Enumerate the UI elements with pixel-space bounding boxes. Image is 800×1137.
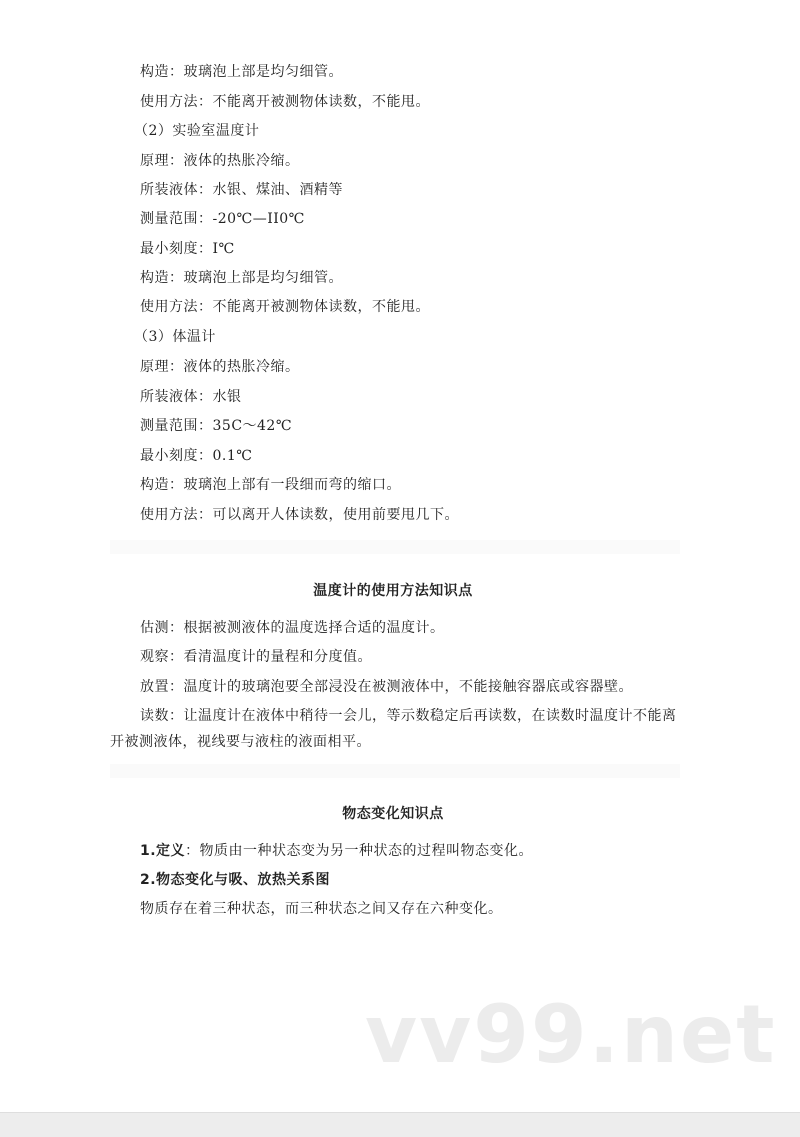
text-line: 使用方法：不能离开被测物体读数，不能甩。: [140, 299, 430, 315]
relation-label: 2.物态变化与吸、放热关系图: [140, 872, 331, 888]
text-line: 所装液体：水银、煤油、酒精等: [140, 182, 343, 198]
text-line: 构造：玻璃泡上部是均匀细管。: [140, 64, 343, 80]
text-line: 物质存在着三种状态，而三种状态之间又存在六种变化。: [140, 901, 503, 917]
text-line: 最小刻度：0.1℃: [140, 448, 253, 464]
section-separator: [110, 540, 680, 554]
definition-text: ：物质由一种状态变为另一种状态的过程叫物态变化。: [185, 843, 534, 859]
text-line: 估测：根据被测液体的温度选择合适的温度计。: [140, 620, 445, 636]
text-line: 所装液体：水银: [140, 389, 242, 405]
text-line: 原理：液体的热胀冷缩。: [140, 153, 300, 169]
section-separator: [110, 764, 680, 778]
text-line: 观察：看清温度计的量程和分度值。: [140, 649, 372, 665]
text-line: 构造：玻璃泡上部有一段细而弯的缩口。: [140, 477, 401, 493]
text-line: 原理：液体的热胀冷缩。: [140, 359, 300, 375]
definition-line: [140, 841, 533, 861]
section-title: 温度计的使用方法知识点: [313, 583, 473, 599]
subheading-lab-thermometer: （2）实验室温度计: [134, 123, 260, 139]
subheading-relation-diagram: [140, 870, 330, 890]
text-line: 放置：温度计的玻璃泡要全部浸没在被测液体中，不能接触容器底或容器壁。: [140, 679, 633, 695]
paragraph-reading: 读数：让温度计在液体中稍待一会儿，等示数稳定后再读数，在读数时温度计不能离开被测液体，视线要与液柱的液面相平。: [110, 708, 677, 750]
subheading-clinical-thermometer: （3）体温计: [134, 329, 216, 345]
watermark: vv99.net: [365, 988, 777, 1081]
text-line: 使用方法：可以离开人体读数，使用前要甩几下。: [140, 507, 459, 523]
text-line: 使用方法：不能离开被测物体读数，不能甩。: [140, 94, 430, 110]
bottom-scrollbar[interactable]: [0, 1112, 800, 1137]
definition-label: 1.定义: [140, 843, 186, 859]
text-line: 最小刻度：I℃: [140, 241, 235, 257]
text-line: 测量范围：-20℃—II0℃: [140, 211, 305, 227]
text-line: 构造：玻璃泡上部是均匀细管。: [140, 270, 343, 286]
text-line: 测量范围：35C～42℃: [140, 418, 293, 434]
section-title: 物态变化知识点: [342, 806, 444, 822]
